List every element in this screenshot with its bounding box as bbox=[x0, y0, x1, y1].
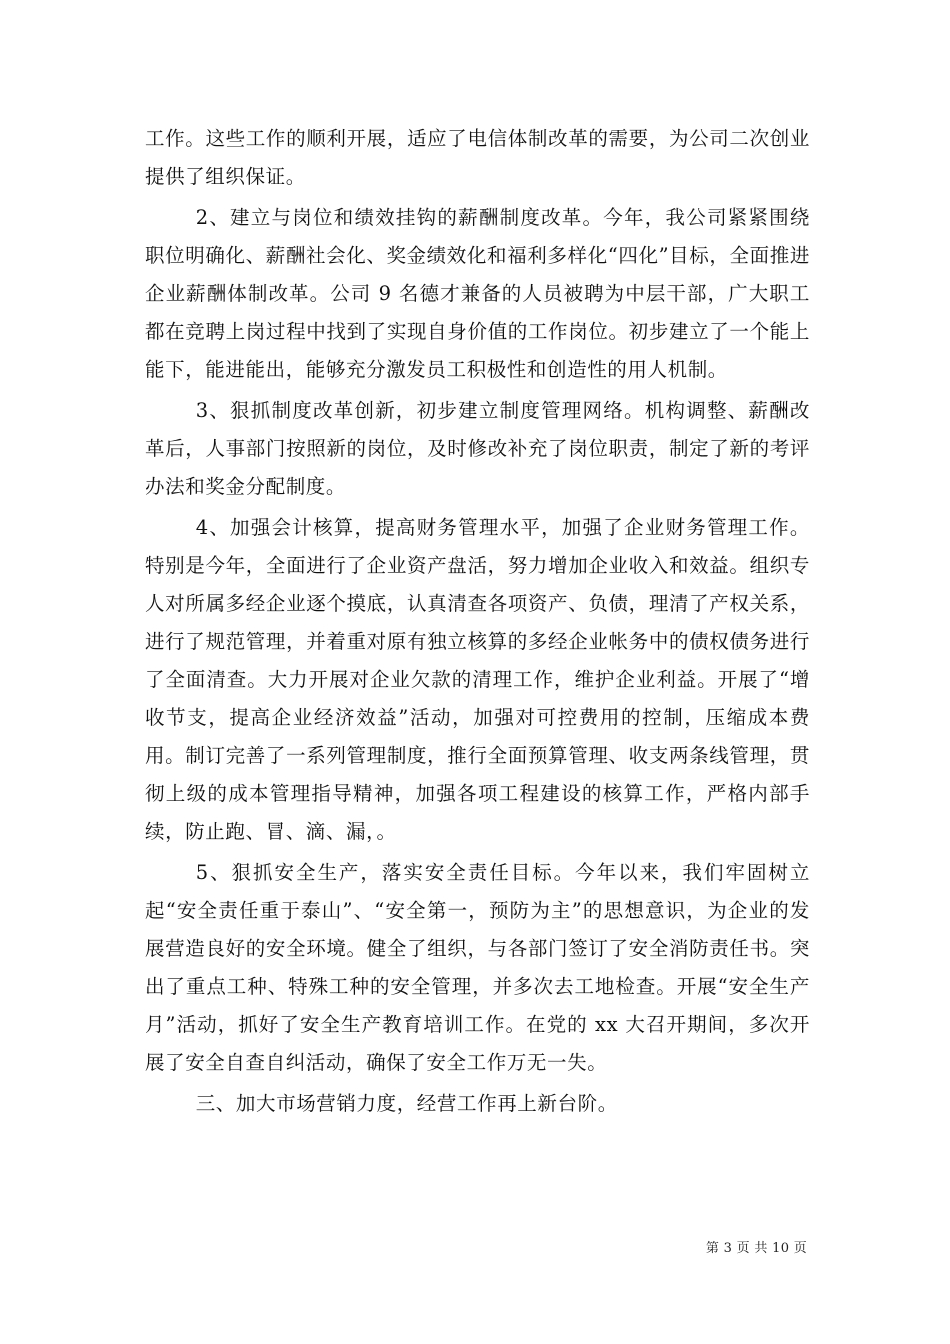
paragraph-item-3-system-reform: 3、狠抓制度改革创新，初步建立制度管理网络。机构调整、薪酬改革后，人事部门按照新的岗位，及时修改补充了岗位职责，制定了新的考评办法和奖金分配制度。 bbox=[145, 399, 810, 498]
paragraph-item-2-salary-reform: 2、建立与岗位和绩效挂钩的薪酬制度改革。今年，我公司紧紧围绕职位明确化、薪酬社会化、奖金绩效化和福利多样化“四化”目标，全面推进企业薪酬体制改革。公司 9 名德才兼备的人员被聘为中层干部，广大职工都在竞聘上岗过程中找到了实现自身价值的工作岗位。初步建立了一个能上能下，能进能出，能够充分激发员工积极性和创造性的用人机制。 bbox=[145, 206, 810, 381]
paragraph-item-4-accounting: 4、加强会计核算，提高财务管理水平，加强了企业财务管理工作。特别是今年，全面进行了企业资产盘活，努力增加企业收入和效益。组织专人对所属多经企业逐个摸底，认真清查各项资产、负债，理清了产权关系，进行了规范管理，并着重对原有独立核算的多经企业帐务中的债权债务进行了全面清查。大力开展对企业欠款的清理工作，维护企业利益。开展了“增收节支，提高企业经济效益”活动，加强对可控费用的控制，压缩成本费用。制订完善了一系列管理制度，推行全面预算管理、收支两条线管理，贯彻上级的成本管理指导精神，加强各项工程建设的核算工作，严格内部手续，防止跑、冒、滴、漏，。 bbox=[145, 516, 810, 843]
section-heading-marketing: 三、加大市场营销力度，经营工作再上新台阶。 bbox=[195, 1092, 618, 1115]
document-body bbox=[145, 120, 810, 1126]
page-number-footer: 第 3 页 共 10 页 bbox=[705, 1241, 807, 1256]
paragraph-item-5-safety: 5、狠抓安全生产，落实安全责任目标。今年以来，我们牢固树立起“安全责任重于泰山”、“安全第一，预防为主”的思想意识，为企业的发展营造良好的安全环境。健全了组织，与各部门签订了安全消防责任书。突出了重点工种、特殊工种的安全管理，并多次去工地检查。开展“安全生产月”活动，抓好了安全生产教育培训工作。在党的 xx 大召开期间，多次开展了安全自查自纠活动，确保了安全工作万无一失。 bbox=[145, 861, 810, 1074]
paragraph-continuation: 工作。这些工作的顺利开展，适应了电信体制改革的需要，为公司二次创业提供了组织保证。 bbox=[145, 127, 810, 188]
